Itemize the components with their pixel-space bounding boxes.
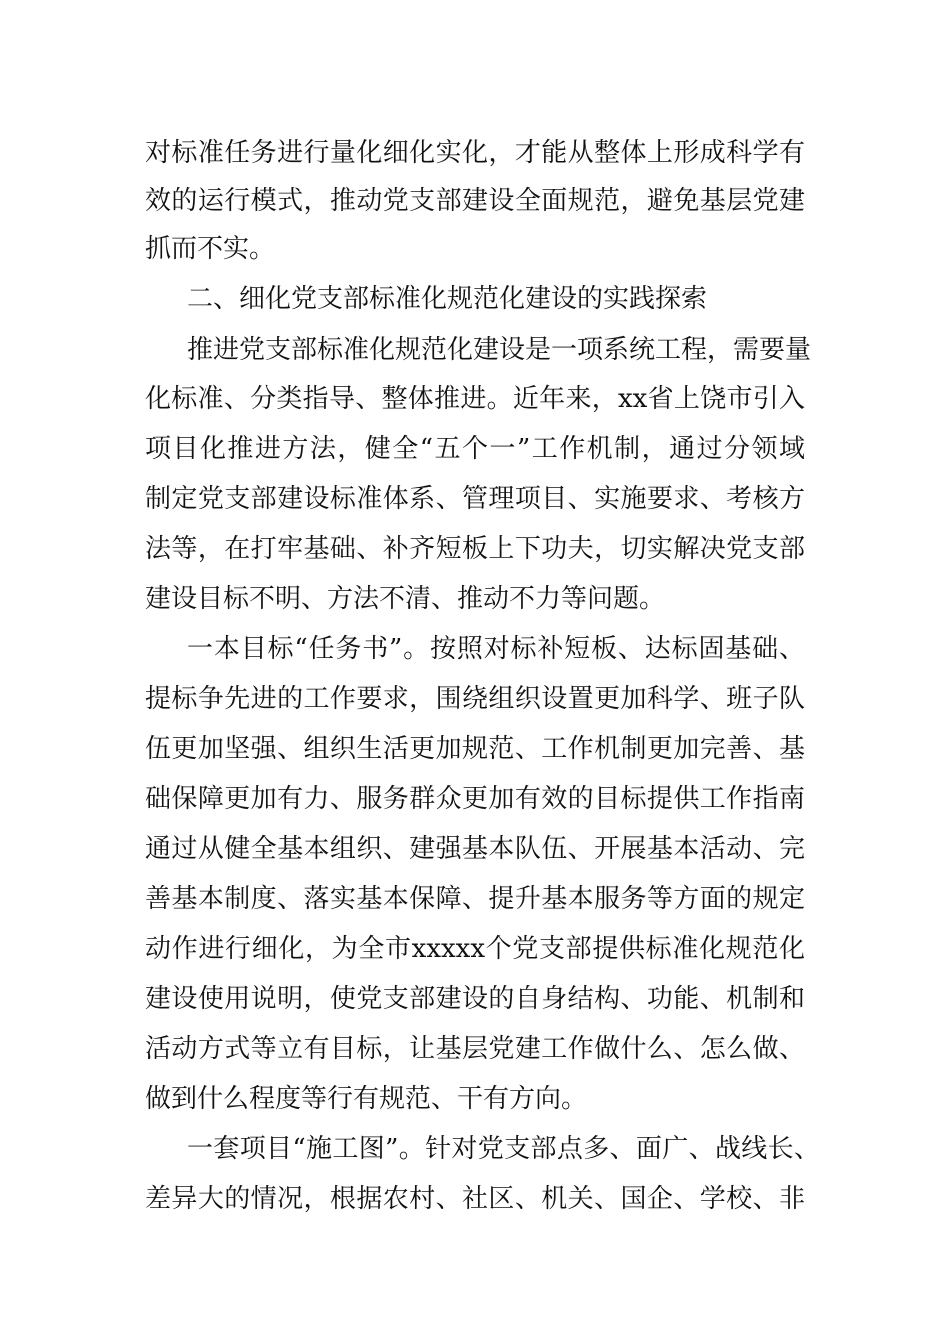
- paragraph-line: 建设目标不明、方法不清、推动不力等问题。: [145, 584, 666, 614]
- paragraph-line: 法等，在打牢基础、补齐短板上下功夫，切实解决党支部: [145, 534, 805, 564]
- paragraph-line: 差异大的情况，根据农村、社区、机关、国企、学校、非: [145, 1184, 805, 1214]
- paragraph-line: 一套项目“施工图”。针对党支部点多、面广、战线长、: [187, 1134, 820, 1164]
- paragraph-line: 一本目标“任务书”。按照对标补短板、达标固基础、: [187, 634, 805, 664]
- paragraph-line: 动作进行细化，为全市xxxxx个党支部提供标准化规范化: [145, 934, 805, 964]
- paragraph-line: 通过从健全基本组织、建强基本队伍、开展基本活动、完: [145, 834, 805, 864]
- paragraph-line: 础保障更加有力、服务群众更加有效的目标提供工作指南: [145, 784, 805, 814]
- paragraph-line: 效的运行模式，推动党支部建设全面规范，避免基层党建: [145, 186, 805, 216]
- paragraph-line: 项目化推进方法，健全“五个一”工作机制，通过分领域: [145, 434, 805, 464]
- section-heading: 二、细化党支部标准化规范化建设的实践探索: [187, 284, 708, 314]
- paragraph-line: 制定党支部建设标准体系、管理项目、实施要求、考核方: [145, 484, 805, 514]
- paragraph-line: 提标争先进的工作要求，围绕组织设置更加科学、班子队: [145, 684, 805, 714]
- paragraph-line: 化标准、分类指导、整体推进。近年来，xx省上饶市引入: [145, 384, 805, 414]
- paragraph-line: 做到什么程度等行有规范、干有方向。: [145, 1084, 588, 1114]
- paragraph-line: 伍更加坚强、组织生活更加规范、工作机制更加完善、基: [145, 734, 805, 764]
- paragraph-line: 善基本制度、落实基本保障、提升基本服务等方面的规定: [145, 884, 805, 914]
- paragraph-line: 建设使用说明，使党支部建设的自身结构、功能、机制和: [145, 984, 805, 1014]
- paragraph-line: 抓而不实。: [145, 234, 276, 264]
- paragraph-line: 推进党支部标准化规范化建设是一项系统工程，需要量: [187, 335, 812, 365]
- paragraph-line: 对标准任务进行量化细化实化，才能从整体上形成科学有: [145, 138, 805, 168]
- paragraph-line: 活动方式等立有目标，让基层党建工作做什么、怎么做、: [145, 1034, 805, 1064]
